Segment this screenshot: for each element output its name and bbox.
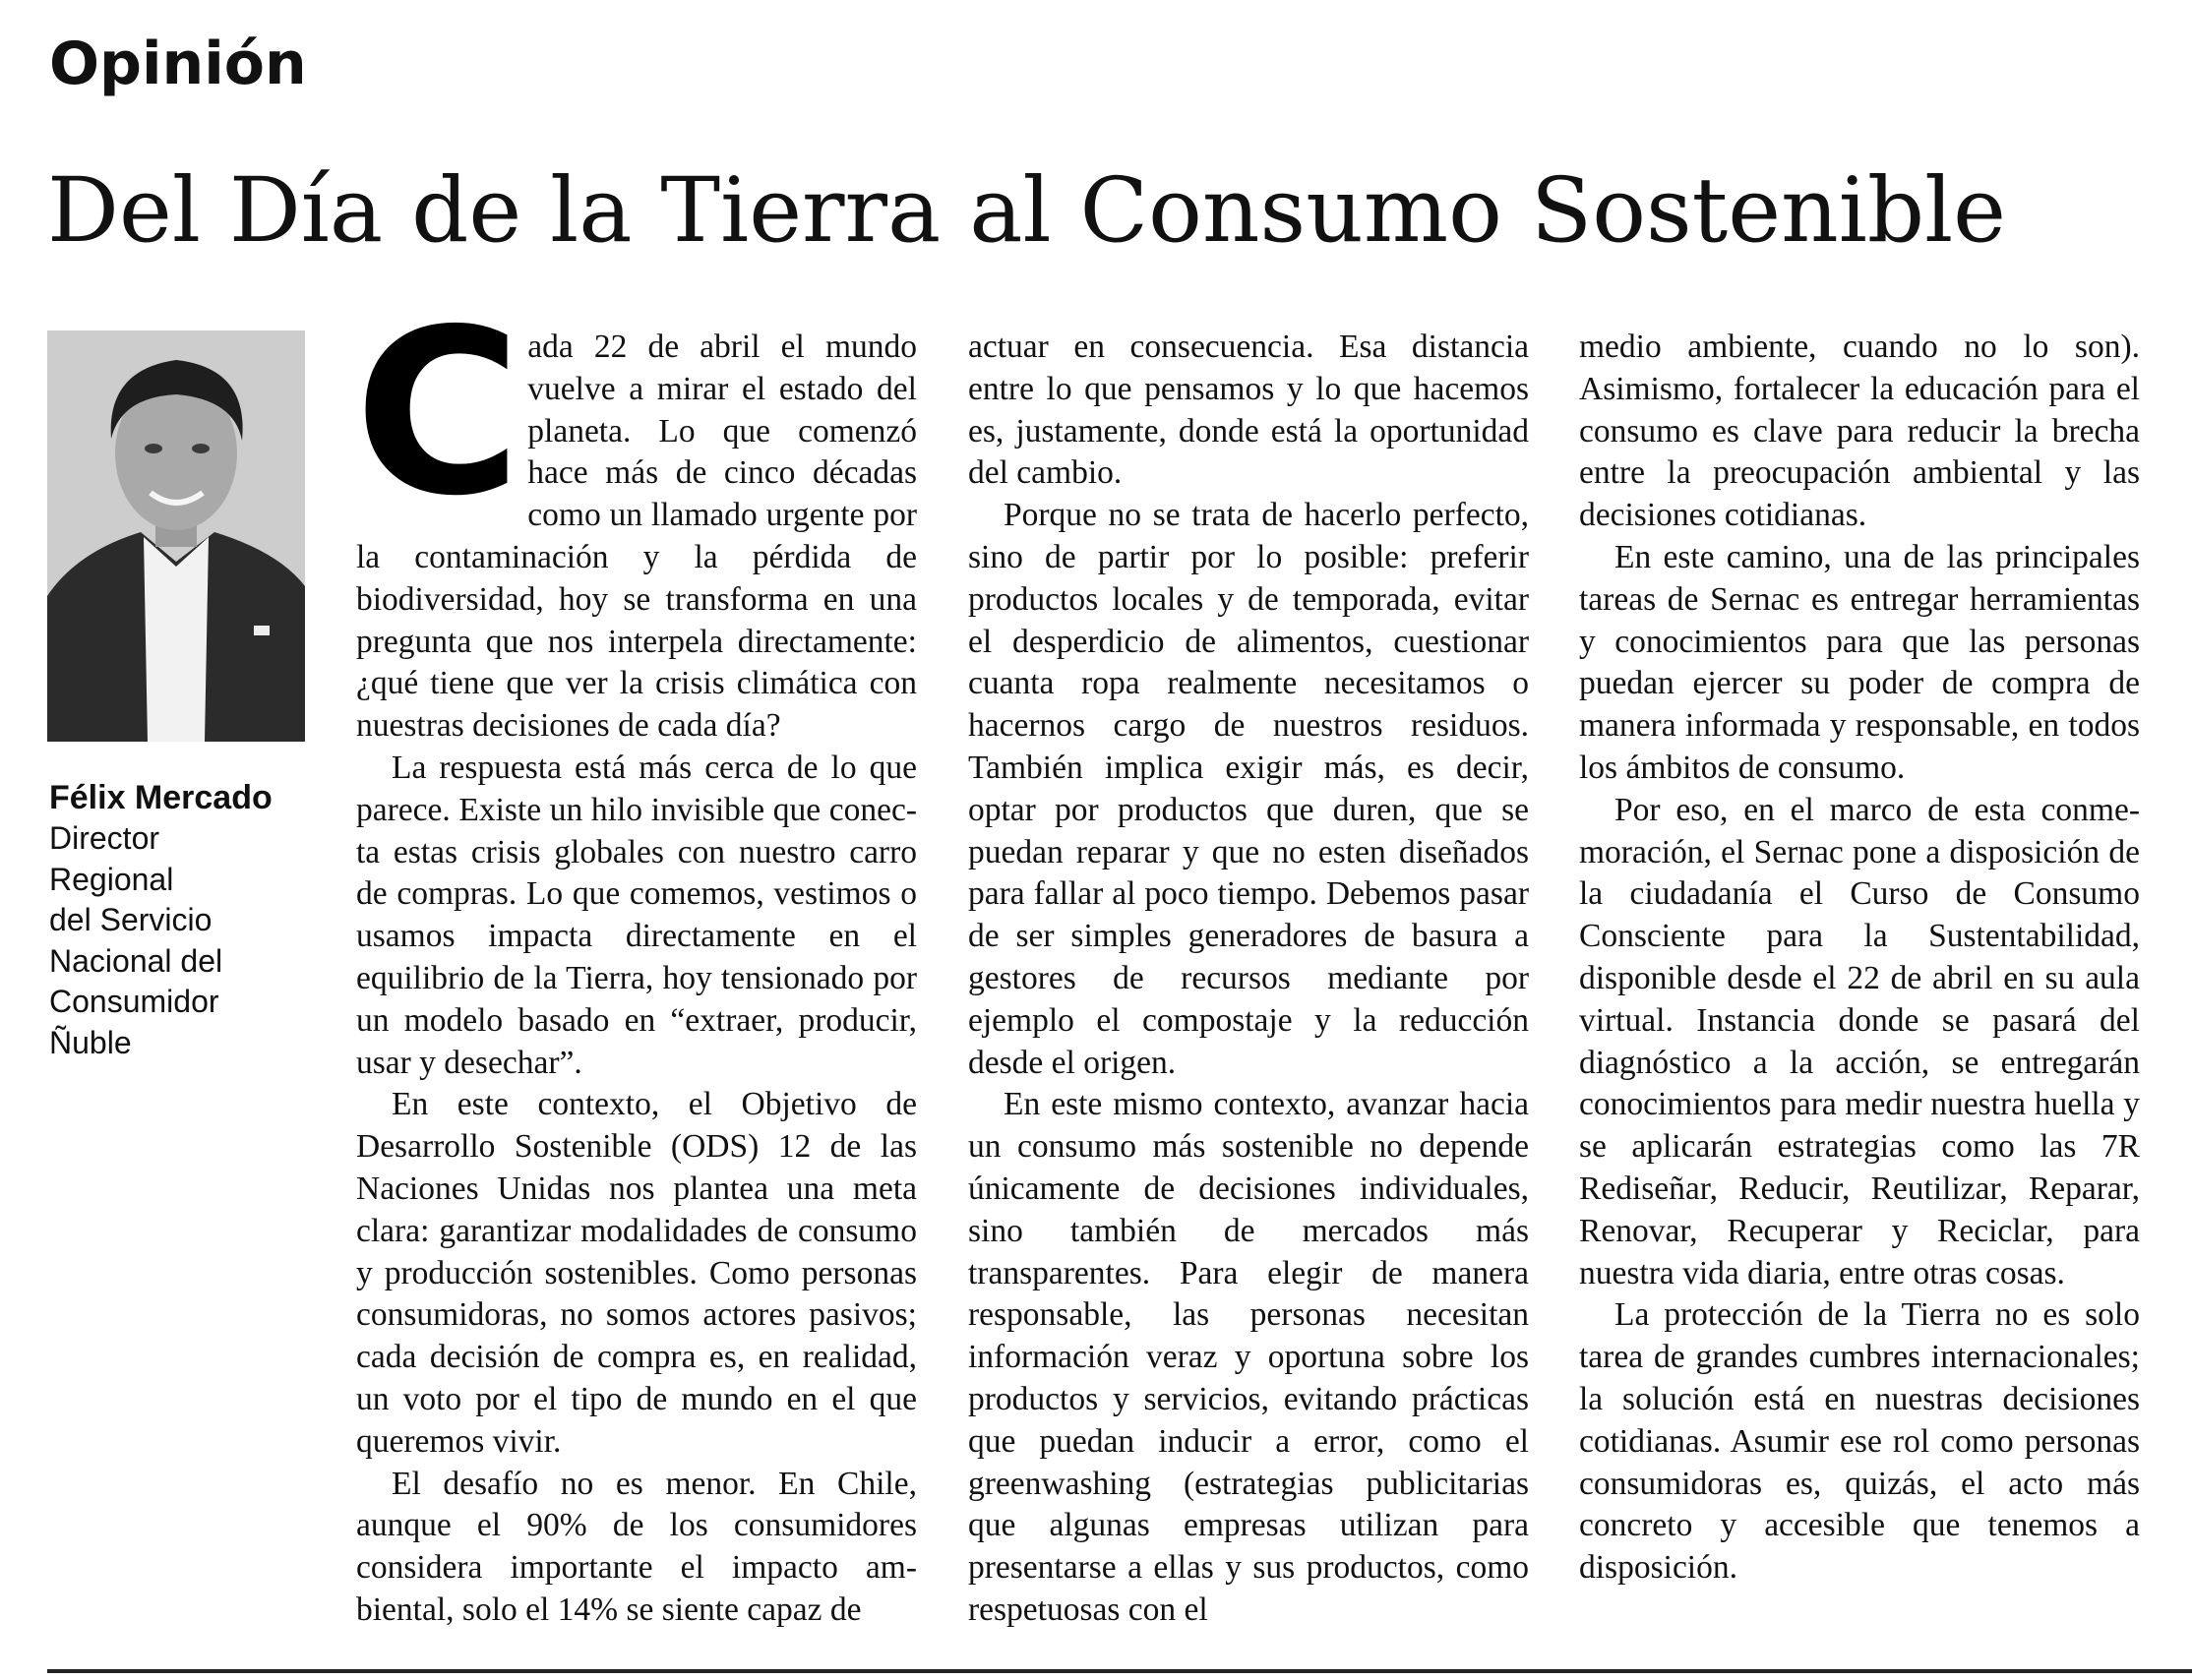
author-title: Director Regional del Servicio Nacional del Consumidor Ñuble xyxy=(49,820,223,1060)
headline: Del Día de la Tierra al Consumo Sostenible xyxy=(47,159,2007,263)
article-paragraph: La respuesta está más cerca de lo que parece. Existe un hilo invisible que conecta estas crisis globales con nuestro carro de compras. Lo que comemos, vestimos o usamos impacta directamente en el equilibrio de la Tierra, hoy tensionado por un modelo basado en “extraer, producir, usar y desechar”. xyxy=(356,749,917,1081)
article-paragraph: La protección de la Tierra no es solo tarea de grandes cumbres internacionales; la solución está en nuestras decisiones cotidianas. Asumir ese rol como personas consumidoras es, quizás, el acto más concreto y accesible que tenemos a disposición. xyxy=(1579,1296,2140,1587)
article-paragraph: Por eso, en el marco de esta conmemoración, el Sernac pone a disposición de la ciudadanía el Curso de Consumo Consciente para la Sustentabilidad, disponible desde el 22 de abril en su aula virtual. Instancia donde se pasará del diagnóstico a la acción, se entregarán conocimientos para medir nuestra huella y se aplicarán estrategias como las 7R Rediseñar, Reducir, Reutilizar, Reparar, Renovar, Recuperar y Reciclar, para nuestra vida diaria, entre otras cosas. xyxy=(1579,791,2140,1291)
article-paragraph: En este camino, una de las principales tareas de Sernac es entregar herramientas y conocimientos para que las personas puedan ejercer su poder de compra de manera informada y responsable, en todos los ámbitos de consumo. xyxy=(1579,538,2140,786)
section-label: Opinión xyxy=(49,30,307,98)
article-column-1 xyxy=(354,280,917,1632)
article-paragraph: El desafío no es menor. En Chile, aunque el 90% de los consumidores considera importante el impacto ambiental, solo el 14% se siente capaz de xyxy=(356,1465,917,1628)
dropcap: C xyxy=(354,280,522,546)
article-column-2 xyxy=(968,327,1529,1632)
author-photo xyxy=(47,330,305,742)
article-paragraph: Porque no se trata de hacerlo perfecto, sino de partir por lo posible: preferir productos locales y de temporada, evitar el desperdicio de alimentos, cuestionar cuanta ropa realmente necesitamos o hacernos cargo de nuestros residuos. También implica exigir más, es decir, optar por productos que duren, que se puedan reparar y que no esten diseñados para fallar al poco tiempo. Debemos pasar de ser simples generadores de basura a gestores de recursos mediante por ejemplo el compostaje y la reducción desde el origen. xyxy=(968,497,1529,1081)
article-paragraph: En este contexto, el Objetivo de Desarrollo Sostenible (ODS) 12 de las Naciones Unidas nos plantea una meta clara: garantizar modalidades de consumo y producción sostenibles. Como personas consumidoras, no somos actores pasivos; cada decisión de compra es, en realidad, un voto por el tipo de mundo en el que queremos vivir. xyxy=(356,1086,917,1460)
article-paragraph: medio ambiente, cuando no lo son). Asimismo, fortalecer la educación para el consumo es clave para reducir la brecha entre la preocupación ambiental y las decisiones cotidianas. xyxy=(1579,329,2140,534)
article-paragraph: ada 22 de abril el mundo vuelve a mirar el estado del planeta. Lo que comenzó hace más de cinco décadas como un llamado urgente por la contaminación y la pérdida de biodiversidad, hoy se transforma en una pregunta que nos interpela directamente: ¿qué tiene que ver la crisis climática con nuestras decisiones de cada día? xyxy=(356,329,917,745)
article-paragraph: actuar en consecuencia. Esa distancia entre lo que pensamos y lo que hacemos es, justamente, donde está la oportunidad del cambio. xyxy=(968,329,1529,492)
author-name: Félix Mercado xyxy=(49,779,273,816)
author-byline xyxy=(49,777,315,1063)
footer-rule xyxy=(47,1669,2192,1673)
article-paragraph: En este mismo contexto, avanzar hacia un consumo más sostenible no depende únicamente de decisiones individuales, sino también de mercados más transparentes. Para elegir de manera responsable, las personas necesitan información veraz y oportuna sobre los productos y servicios, evitando prácticas que puedan inducir a error, como el greenwashing (estrategias publicitarias que algunas empresas utilizan para presentarse a ellas y sus productos, como respetuosas con el xyxy=(968,1086,1529,1628)
article-column-3 xyxy=(1579,327,2140,1590)
